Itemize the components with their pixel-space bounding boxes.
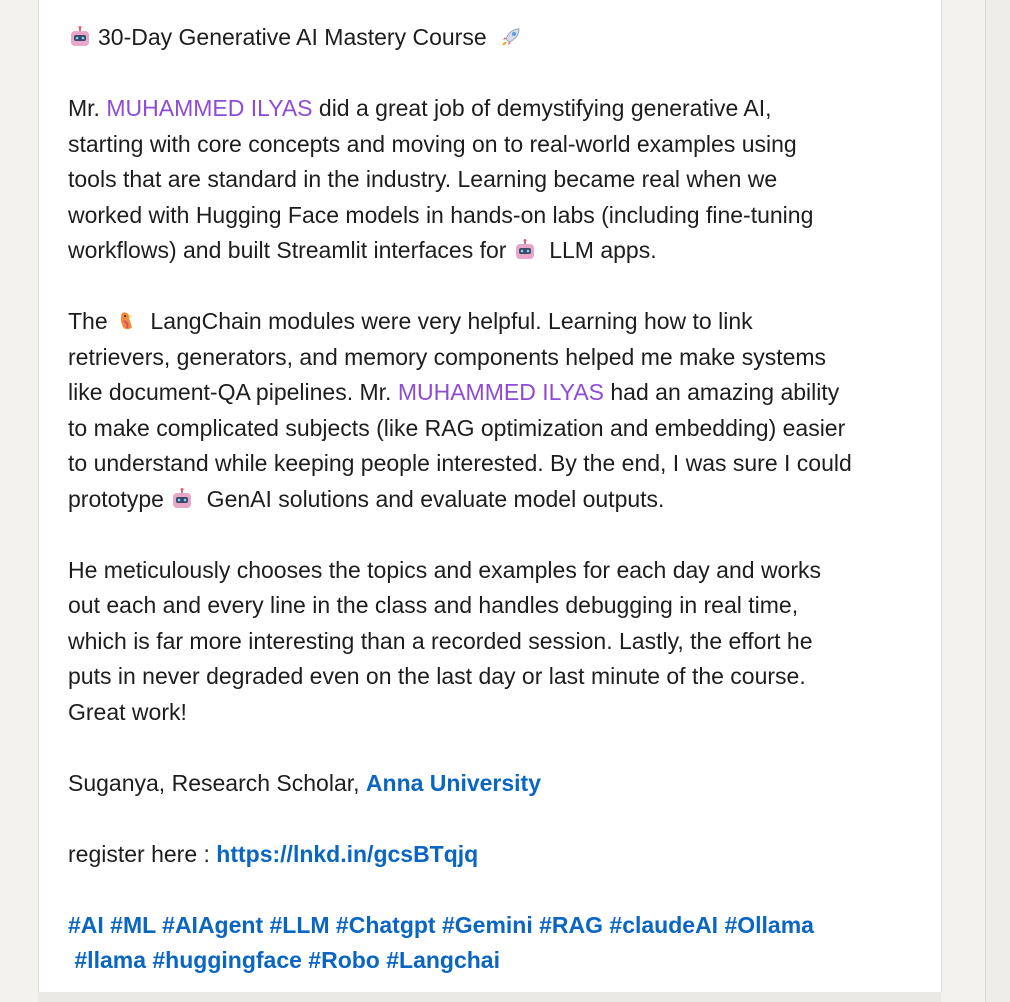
signature <box>68 766 928 802</box>
register-link[interactable]: https://lnkd.in/gcsBTqjq <box>216 840 479 867</box>
register-label: register here : <box>68 840 217 867</box>
rocket-icon <box>499 25 523 49</box>
text-line: to make complicated subjects (like RAG optimization and embedding) easier <box>68 414 846 441</box>
text-line: puts in never degraded even on the last day or last minute of the course. <box>68 663 806 689</box>
register-row <box>68 837 928 873</box>
text: LangChain modules were very helpful. Learning how to link <box>144 308 753 334</box>
text: Mr. <box>68 95 107 121</box>
text: did a great job of demystifying generative AI, <box>312 95 772 121</box>
post-title-row <box>68 20 928 56</box>
text: had an amazing ability <box>604 379 840 405</box>
signature-text: Suganya, Research Scholar, <box>68 769 366 796</box>
text-line: to understand while keeping people interested. By the end, I was sure I could <box>68 450 852 476</box>
post-body <box>68 20 928 979</box>
text-line: starting with core concepts and moving on to real-world examples using <box>68 130 797 157</box>
text: prototype <box>68 485 171 512</box>
text-line: out each and every line in the class and handles debugging in real time, <box>68 592 799 618</box>
org-link[interactable]: Anna University <box>365 769 542 796</box>
text-line: retrievers, generators, and memory components helped me make systems <box>68 343 827 370</box>
paragraph-3 <box>68 553 928 731</box>
mention-muhammed-ilyas[interactable]: MUHAMMED ILYAS <box>397 379 604 405</box>
parrot-icon <box>114 309 138 333</box>
robot-icon <box>68 25 92 49</box>
mention-muhammed-ilyas[interactable]: MUHAMMED ILYAS <box>106 95 313 121</box>
text-line: tools that are standard in the industry. Learning became real when we <box>68 166 778 192</box>
text: like document-QA pipelines. Mr. <box>68 379 398 405</box>
post-title: 30-Day Generative AI Mastery Course <box>98 24 487 50</box>
text: LLM apps. <box>542 237 657 263</box>
robot-icon <box>170 487 194 511</box>
post-footer-divider <box>38 992 941 1002</box>
text: workflows) and built Streamlit interfaces for <box>68 237 513 263</box>
paragraph-1 <box>68 91 928 269</box>
hashtags-line[interactable]: #AI #ML #AIAgent #LLM #Chatgpt #Gemini #RAG #claudeAI #Ollama <box>68 911 814 938</box>
text-line: Great work! <box>68 698 187 725</box>
paragraph-2 <box>68 304 928 517</box>
text: GenAI solutions and evaluate model outputs. <box>200 485 665 512</box>
text: The <box>68 308 115 334</box>
text-line: He meticulously chooses the topics and examples for each day and works <box>68 556 822 583</box>
hashtags-line[interactable]: #llama #huggingface #Robo #Langchai <box>68 947 500 973</box>
text-line: which is far more interesting than a recorded session. Lastly, the effort he <box>68 627 813 654</box>
hashtags <box>68 908 928 979</box>
right-rail <box>985 0 1010 1002</box>
text-line: worked with Hugging Face models in hands-on labs (including fine-tuning <box>68 201 814 228</box>
robot-icon <box>513 238 537 262</box>
